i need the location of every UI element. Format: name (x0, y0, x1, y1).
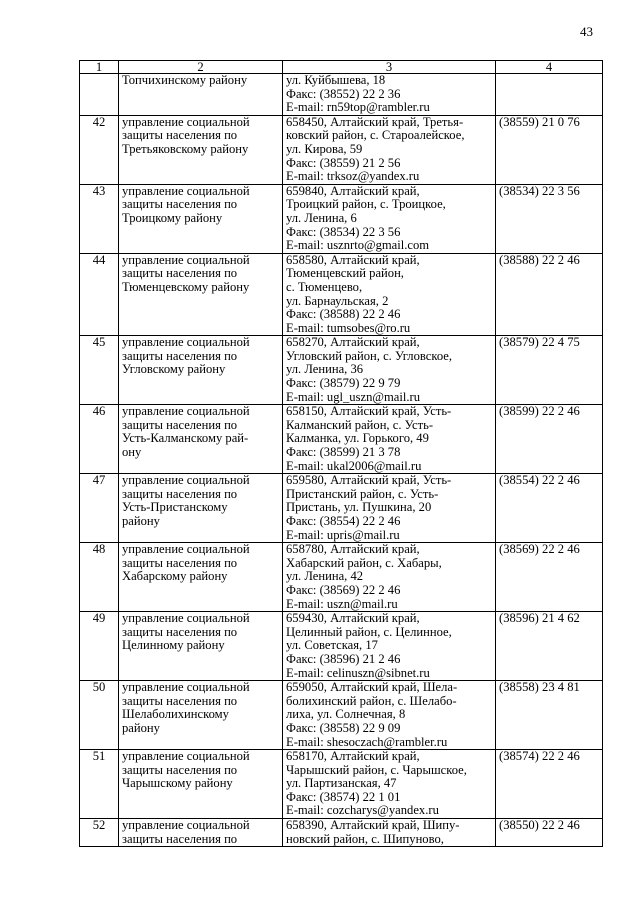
address-line: с. Тюменцево, (286, 279, 363, 294)
page-number: 43 (580, 24, 593, 39)
address-line: Факс: (38574) 22 1 01 (286, 789, 401, 804)
office-name-line: Усть-Калманскому рай- (122, 431, 249, 446)
office-name-line: защиты населения по (122, 831, 238, 846)
address-line: Факс: (38579) 22 9 79 (286, 376, 401, 391)
address-cell (283, 253, 496, 336)
address-line: 659050, Алтайский край, Шела- (286, 680, 458, 695)
row-number: 51 (80, 750, 119, 819)
phone-cell (496, 74, 603, 116)
office-name-line: управление социальной (122, 183, 250, 198)
address-line: 658150, Алтайский край, Усть- (286, 404, 452, 419)
row-number: 46 (80, 405, 119, 474)
address-line: ул. Ленина, 42 (286, 569, 364, 584)
office-name-cell (119, 681, 283, 750)
address-cell (283, 543, 496, 612)
column-header: 3 (283, 61, 496, 74)
address-line: ул. Барнаульская, 2 (286, 293, 389, 308)
address-line: Чарышский район, с. Чарышское, (286, 762, 467, 777)
address-line: Факс: (38588) 22 2 46 (286, 307, 401, 322)
office-name-cell (119, 336, 283, 405)
address-cell (283, 612, 496, 681)
address-line: Калманка, ул. Горького, 49 (286, 431, 429, 446)
phone-cell: (38554) 22 2 46 (496, 474, 603, 543)
office-name-line: защиты населения по (122, 693, 238, 708)
table-row (80, 474, 603, 543)
table-row (80, 405, 603, 474)
address-line: ковский район, с. Староалейское, (286, 128, 465, 143)
office-name-cell (119, 115, 283, 184)
address-line: E-mail: upris@mail.ru (286, 527, 400, 542)
address-cell (283, 681, 496, 750)
address-line: Факс: (38558) 22 9 09 (286, 720, 401, 735)
address-line: 659580, Алтайский край, Усть- (286, 473, 452, 488)
address-line: 658270, Алтайский край, (286, 335, 420, 350)
address-line: лиха, ул. Солнечная, 8 (286, 707, 406, 722)
office-name-line: Чарышскому району (122, 776, 233, 791)
address-line: E-mail: rn59top@rambler.ru (286, 100, 430, 115)
phone-cell: (38569) 22 2 46 (496, 543, 603, 612)
table-row (80, 74, 603, 116)
office-name-line: управление социальной (122, 542, 250, 557)
address-line: Целинный район, с. Целинное, (286, 624, 452, 639)
address-cell (283, 405, 496, 474)
phone-cell: (38579) 22 4 75 (496, 336, 603, 405)
table-row (80, 184, 603, 253)
address-line: E-mail: uszn@mail.ru (286, 596, 398, 611)
row-number: 52 (80, 819, 119, 847)
address-line: E-mail: celinuszn@sibnet.ru (286, 665, 430, 680)
address-line: новский район, с. Шипуново, (286, 831, 444, 846)
address-line: Пристань, ул. Пушкина, 20 (286, 500, 432, 515)
office-name-cell (119, 253, 283, 336)
address-cell (283, 750, 496, 819)
office-name-cell (119, 74, 283, 116)
table-body (80, 74, 603, 847)
office-name-line: ону (122, 445, 142, 460)
table-row (80, 681, 603, 750)
office-name-line: управление социальной (122, 818, 250, 833)
office-name-line: Хабарскому району (122, 569, 228, 584)
address-cell (283, 819, 496, 847)
row-number: 49 (80, 612, 119, 681)
table-row (80, 543, 603, 612)
phone-cell: (38558) 23 4 81 (496, 681, 603, 750)
address-line: 658170, Алтайский край, (286, 749, 420, 764)
row-number: 48 (80, 543, 119, 612)
office-name-line: управление социальной (122, 404, 250, 419)
address-line: 658450, Алтайский край, Третья- (286, 114, 464, 129)
address-line: Тюменцевский район, (286, 266, 404, 281)
address-line: Факс: (38554) 22 2 46 (286, 514, 401, 528)
address-line: E-mail: shesoczach@rambler.ru (286, 734, 448, 749)
office-name-line: управление социальной (122, 114, 250, 129)
phone-cell: (38596) 21 4 62 (496, 612, 603, 681)
office-name-cell (119, 612, 283, 681)
address-cell (283, 336, 496, 405)
address-line: Факс: (38534) 22 3 56 (286, 224, 401, 239)
table-row (80, 612, 603, 681)
address-line: Пристанский район, с. Усть- (286, 486, 439, 501)
contacts-table (79, 60, 603, 847)
office-name-cell (119, 474, 283, 543)
phone-cell: (38559) 21 0 76 (496, 115, 603, 184)
address-line: ул. Куйбышева, 18 (286, 73, 386, 87)
office-name-line: Усть-Пристанскому (122, 500, 228, 515)
address-line: ул. Кирова, 59 (286, 141, 363, 156)
office-name-line: защиты населения по (122, 417, 238, 432)
address-cell (283, 74, 496, 116)
address-cell (283, 474, 496, 543)
office-name-line: Целинному району (122, 638, 225, 653)
address-line: Угловский район, с. Угловское, (286, 348, 453, 363)
phone-cell: (38550) 22 2 46 (496, 819, 603, 847)
column-header: 1 (80, 61, 119, 74)
phone-cell: (38588) 22 2 46 (496, 253, 603, 336)
column-header: 4 (496, 61, 603, 74)
office-name-line: защиты населения по (122, 624, 238, 639)
address-line: Троицкий район, с. Троицкое, (286, 197, 446, 212)
address-line: болихинский район, с. Шелабо- (286, 693, 457, 708)
address-line: 659840, Алтайский край, (286, 183, 420, 198)
address-line: Факс: (38552) 22 2 36 (286, 86, 401, 101)
row-number: 50 (80, 681, 119, 750)
office-name-line: Шелаболихинскому (122, 707, 229, 722)
table-row (80, 750, 603, 819)
office-name-line: району (122, 514, 160, 528)
column-header: 2 (119, 61, 283, 74)
row-number: 42 (80, 115, 119, 184)
row-number (80, 74, 119, 116)
office-name-line: Тюменцевскому району (122, 279, 250, 294)
table-row (80, 253, 603, 336)
office-name-line: Третьяковскому району (122, 141, 249, 156)
office-name-cell (119, 184, 283, 253)
office-name-line: защиты населения по (122, 486, 238, 501)
address-line: Факс: (38559) 21 2 56 (286, 155, 401, 170)
address-line: Факс: (38599) 21 3 78 (286, 445, 401, 460)
office-name-line: управление социальной (122, 335, 250, 350)
office-name-line: району (122, 720, 160, 735)
address-line: Калманский район, с. Усть- (286, 417, 434, 432)
address-line: ул. Ленина, 6 (286, 210, 357, 225)
address-line: E-mail: cozcharys@yandex.ru (286, 803, 439, 818)
table-row (80, 115, 603, 184)
office-name-cell (119, 543, 283, 612)
address-cell (283, 184, 496, 253)
row-number: 45 (80, 336, 119, 405)
address-line: 658780, Алтайский край, (286, 542, 420, 557)
office-name-line: Топчихинскому району (122, 73, 248, 87)
office-name-line: защиты населения по (122, 348, 238, 363)
row-number: 43 (80, 184, 119, 253)
office-name-cell (119, 405, 283, 474)
office-name-line: защиты населения по (122, 762, 238, 777)
address-line: 658580, Алтайский край, (286, 252, 420, 267)
address-line: E-mail: trksoz@yandex.ru (286, 169, 420, 184)
address-line: 659430, Алтайский край, (286, 611, 420, 626)
office-name-line: Троицкому району (122, 210, 223, 225)
office-name-line: управление социальной (122, 473, 250, 488)
office-name-cell (119, 750, 283, 819)
address-line: ул. Партизанская, 47 (286, 776, 397, 791)
office-name-line: защиты населения по (122, 266, 238, 281)
address-line: ул. Ленина, 36 (286, 362, 364, 377)
address-line: E-mail: ukal2006@mail.ru (286, 458, 422, 473)
address-cell (283, 115, 496, 184)
address-line: E-mail: usznrto@gmail.com (286, 238, 430, 253)
table-row (80, 819, 603, 847)
office-name-cell (119, 819, 283, 847)
office-name-line: защиты населения по (122, 197, 238, 212)
table-header-row (80, 61, 603, 74)
address-line: 658390, Алтайский край, Шипу- (286, 818, 460, 833)
address-line: E-mail: tumsobes@ro.ru (286, 320, 411, 335)
office-name-line: управление социальной (122, 680, 250, 695)
row-number: 44 (80, 253, 119, 336)
office-name-line: управление социальной (122, 749, 250, 764)
table-row (80, 336, 603, 405)
address-line: E-mail: ugl_uszn@mail.ru (286, 389, 421, 404)
office-name-line: защиты населения по (122, 128, 238, 143)
office-name-line: управление социальной (122, 252, 250, 267)
office-name-line: управление социальной (122, 611, 250, 626)
phone-cell: (38534) 22 3 56 (496, 184, 603, 253)
phone-cell: (38574) 22 2 46 (496, 750, 603, 819)
address-line: Факс: (38596) 21 2 46 (286, 651, 401, 666)
address-line: Хабарский район, с. Хабары, (286, 555, 442, 570)
address-line: ул. Советская, 17 (286, 638, 378, 653)
row-number: 47 (80, 474, 119, 543)
address-line: Факс: (38569) 22 2 46 (286, 582, 401, 597)
office-name-line: Угловскому району (122, 362, 226, 377)
phone-cell: (38599) 22 2 46 (496, 405, 603, 474)
office-name-line: защиты населения по (122, 555, 238, 570)
